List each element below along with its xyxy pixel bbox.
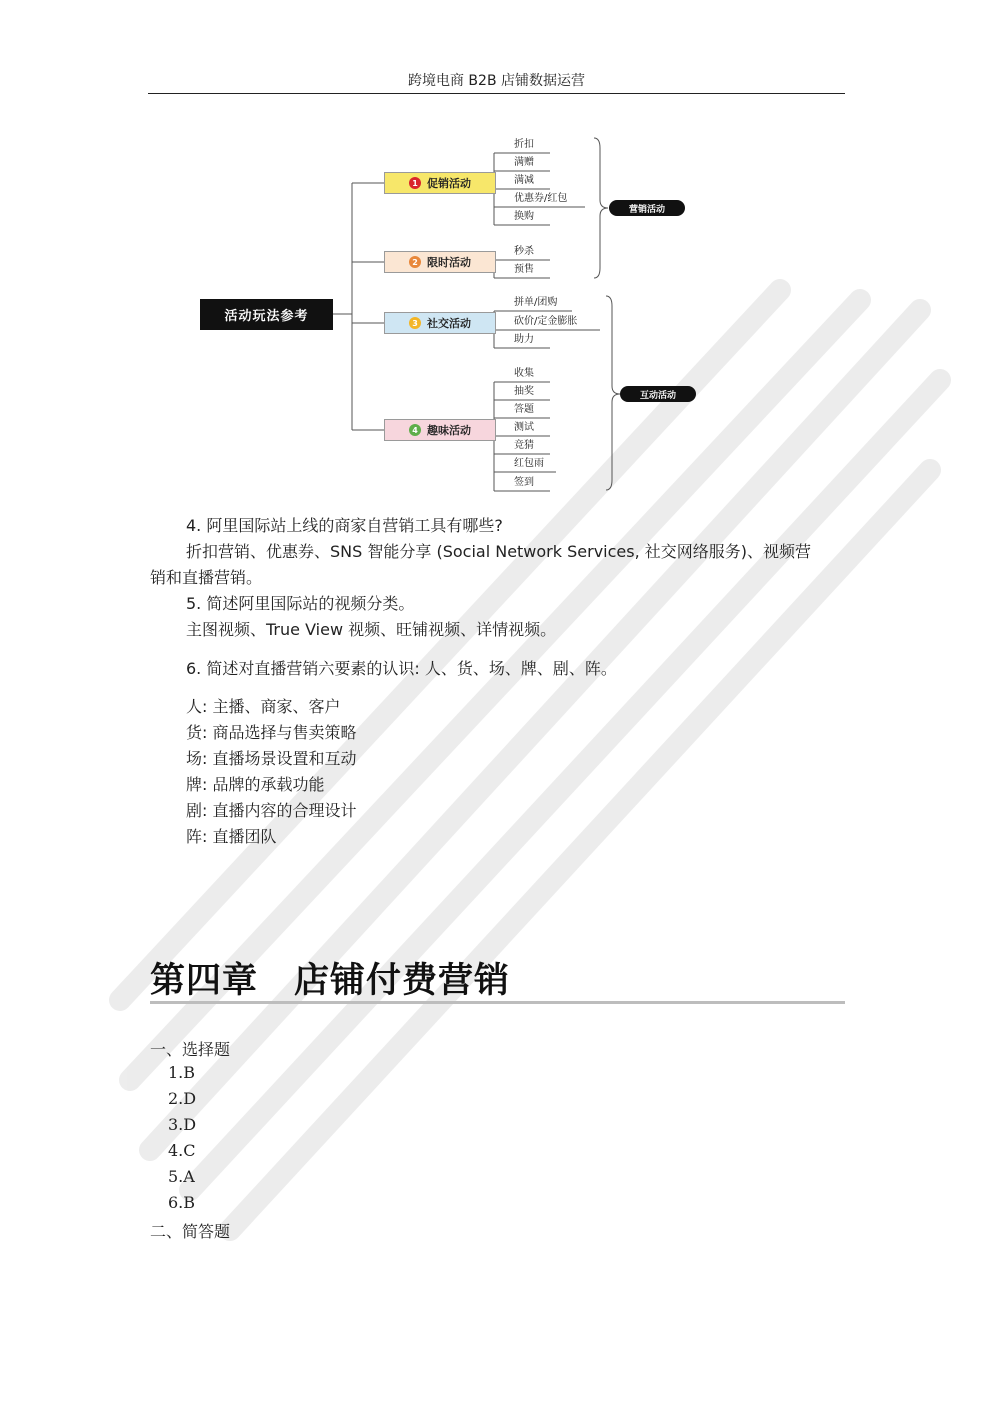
element-goods: 货: 商品选择与售卖策略 xyxy=(186,723,357,742)
leaf-item: 换购 xyxy=(514,211,534,222)
answer-item: 4.C xyxy=(168,1141,196,1160)
leaf-item: 测试 xyxy=(514,422,534,433)
category-label: 促销活动 xyxy=(427,177,471,190)
mindmap-root: 活动玩法参考 xyxy=(200,299,333,330)
leaf-item: 满赠 xyxy=(514,157,534,168)
answer-5: 主图视频、True View 视频、旺铺视频、详情视频。 xyxy=(186,620,557,639)
answer-4-line-1: 折扣营销、优惠券、SNS 智能分享 (Social Network Services, 社交网络服务)、视频营 xyxy=(186,542,811,561)
answer-item: 2.D xyxy=(168,1089,197,1108)
answer-item: 1.B xyxy=(168,1063,196,1082)
category-number-badge: 2 xyxy=(409,256,421,268)
leaf-item: 红包雨 xyxy=(514,458,544,469)
question-5: 5. 简述阿里国际站的视频分类。 xyxy=(186,594,415,613)
leaf-item: 折扣 xyxy=(514,139,534,150)
category-limited-time xyxy=(384,251,496,273)
chapter-name: 店铺付费营销 xyxy=(294,961,511,1001)
leaf-item: 收集 xyxy=(514,368,534,379)
element-script: 剧: 直播内容的合理设计 xyxy=(186,801,357,820)
chapter-number: 第四章 xyxy=(150,961,259,1001)
element-person: 人: 主播、商家、客户 xyxy=(186,697,341,716)
answer-item: 3.D xyxy=(168,1115,197,1134)
activity-mindmap xyxy=(0,0,992,500)
leaf-item: 拼单/团购 xyxy=(514,297,558,308)
category-social xyxy=(384,312,496,334)
group-tag-interactive: 互动活动 xyxy=(620,386,696,402)
category-number-badge: 3 xyxy=(409,317,421,329)
category-label: 社交活动 xyxy=(427,317,471,330)
leaf-item: 满减 xyxy=(514,175,534,186)
category-fun xyxy=(384,419,496,441)
chapter-heading xyxy=(150,953,510,1003)
leaf-item: 抽奖 xyxy=(514,386,534,397)
category-label: 趣味活动 xyxy=(427,424,471,437)
answer-4-line-2: 销和直播营销。 xyxy=(150,568,263,587)
chapter-rule xyxy=(150,1001,845,1004)
question-6: 6. 简述对直播营销六要素的认识: 人、货、场、牌、剧、阵。 xyxy=(186,659,617,678)
leaf-item: 秒杀 xyxy=(514,246,534,257)
category-promotion xyxy=(384,172,496,194)
section-choice-title: 一、选择题 xyxy=(150,1040,231,1059)
page-header: 跨境电商 B2B 店铺数据运营 xyxy=(407,73,586,89)
leaf-item: 助力 xyxy=(514,334,534,345)
category-label: 限时活动 xyxy=(427,256,471,269)
leaf-item: 预售 xyxy=(514,264,534,275)
mindmap-lines xyxy=(0,0,992,500)
leaf-item: 砍价/定金膨胀 xyxy=(514,316,578,327)
element-scene: 场: 直播场景设置和互动 xyxy=(186,749,357,768)
question-4: 4. 阿里国际站上线的商家自营销工具有哪些? xyxy=(186,516,503,535)
element-team: 阵: 直播团队 xyxy=(186,827,277,846)
group-tag-marketing: 营销活动 xyxy=(609,200,685,216)
category-number-badge: 4 xyxy=(409,424,421,436)
category-number-badge: 1 xyxy=(409,177,421,189)
leaf-item: 签到 xyxy=(514,477,534,488)
answer-item: 6.B xyxy=(168,1193,196,1212)
leaf-item: 竞猜 xyxy=(514,440,534,451)
answer-item: 5.A xyxy=(168,1167,195,1186)
leaf-item: 优惠券/红包 xyxy=(514,193,568,204)
element-brand: 牌: 品牌的承载功能 xyxy=(186,775,325,794)
leaf-item: 答题 xyxy=(514,404,534,415)
section-short-answer-title: 二、简答题 xyxy=(150,1222,231,1241)
